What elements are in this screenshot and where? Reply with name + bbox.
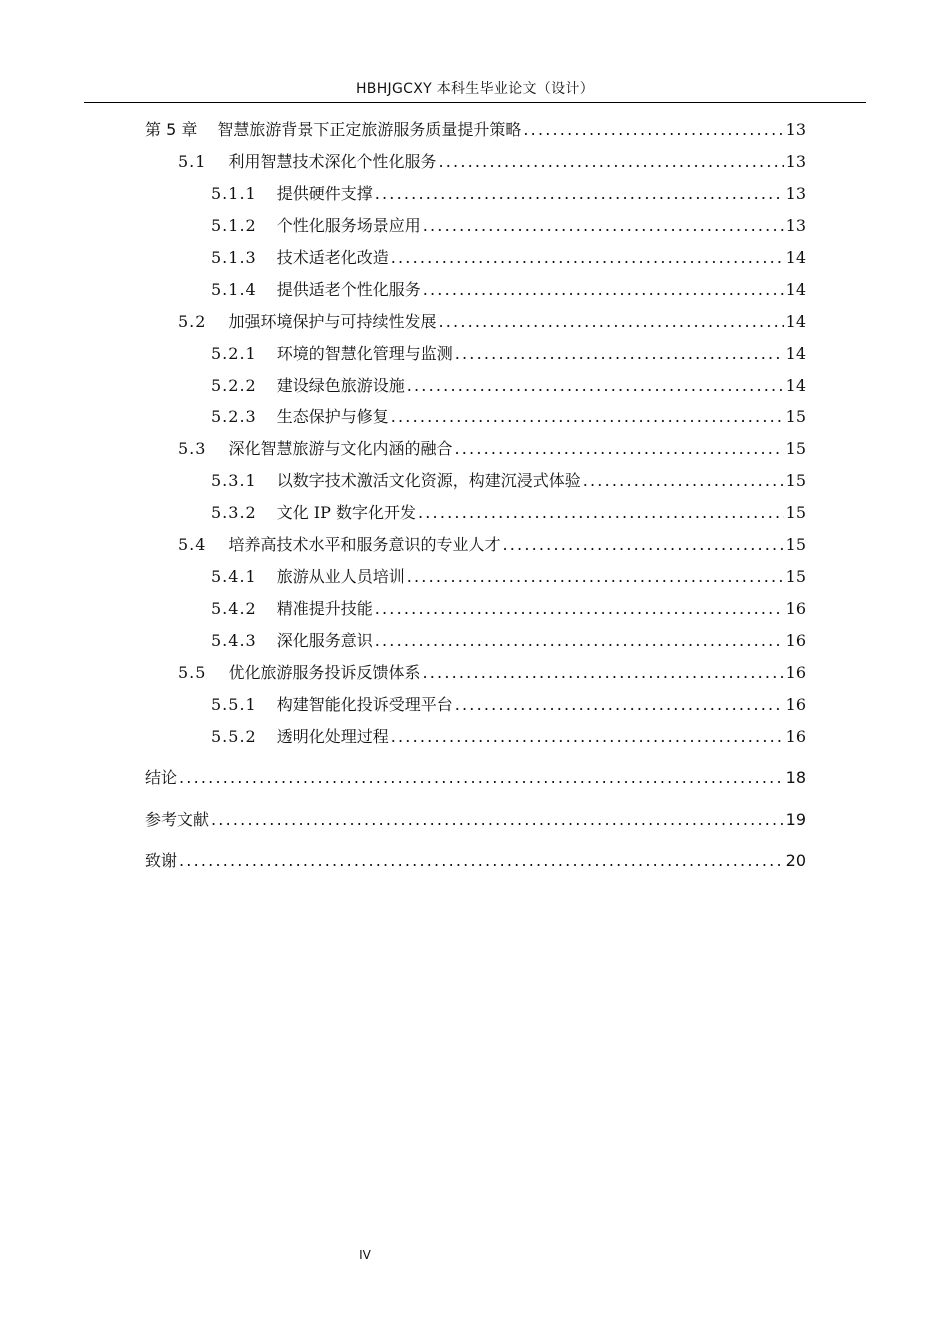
toc-dot-leader bbox=[455, 692, 784, 718]
toc-entry-page: 15 bbox=[785, 407, 806, 426]
toc-entry-page: 18 bbox=[785, 768, 806, 787]
toc-dot-leader bbox=[179, 765, 784, 791]
toc-entry-number: 5.1.3 bbox=[211, 248, 257, 267]
toc-entry-title: 参考文献 bbox=[145, 810, 210, 829]
toc-entry-5-4-3[interactable] bbox=[211, 628, 806, 654]
toc-entry-number: 5.4.1 bbox=[211, 567, 257, 586]
toc-dot-leader bbox=[438, 149, 783, 175]
toc-dot-leader bbox=[391, 724, 784, 750]
toc-dot-leader bbox=[583, 468, 784, 494]
toc-entry-5-2-1[interactable] bbox=[211, 341, 806, 367]
toc-dot-leader bbox=[391, 404, 784, 430]
toc-entry-5-3-2[interactable] bbox=[211, 500, 806, 526]
toc-entry-title: 个性化服务场景应用 bbox=[276, 216, 421, 235]
toc-entry-number: 5.1.2 bbox=[211, 216, 257, 235]
toc-entry-5-4-2[interactable] bbox=[211, 596, 806, 622]
toc-entry-5-2-3[interactable] bbox=[211, 404, 806, 430]
toc-entry-page: 20 bbox=[785, 851, 806, 870]
toc-entry-number: 5.1.4 bbox=[211, 280, 257, 299]
toc-entry-title: 建设绿色旅游设施 bbox=[276, 376, 405, 395]
toc-entry-page: 15 bbox=[785, 567, 806, 586]
toc-entry-page: 15 bbox=[785, 471, 806, 490]
toc-dot-leader bbox=[418, 500, 784, 526]
toc-entry-references[interactable] bbox=[145, 807, 806, 833]
toc-entry-5-5-1[interactable] bbox=[211, 692, 806, 718]
toc-entry-5-4-1[interactable] bbox=[211, 564, 806, 590]
toc-entry-title: 文化 IP 数字化开发 bbox=[276, 503, 416, 522]
toc-dot-leader bbox=[455, 341, 784, 367]
toc-entry-title: 提供硬件支撑 bbox=[276, 184, 373, 203]
toc-entry-title: 提供适老个性化服务 bbox=[276, 280, 421, 299]
toc-entry-conclusion[interactable] bbox=[145, 765, 806, 791]
toc-entry-number: 5.3.1 bbox=[211, 471, 257, 490]
toc-dot-leader bbox=[523, 117, 783, 143]
toc-entry-page: 14 bbox=[785, 248, 806, 267]
toc-entry-acknowledgements[interactable] bbox=[145, 848, 806, 874]
toc-entry-5-3-1[interactable] bbox=[211, 468, 806, 494]
toc-dot-leader bbox=[502, 532, 783, 558]
toc-entry-title: 环境的智慧化管理与监测 bbox=[276, 344, 453, 363]
toc-entry-title: 深化智慧旅游与文化内涵的融合 bbox=[228, 439, 453, 458]
toc-entry-number: 5.2.2 bbox=[211, 376, 257, 395]
toc-entry-5-1-2[interactable] bbox=[211, 213, 806, 239]
toc-entry-page: 13 bbox=[785, 184, 806, 203]
toc-entry-number: 5.4 bbox=[178, 535, 207, 554]
toc-dot-leader bbox=[423, 213, 784, 239]
toc-entry-title: 结论 bbox=[145, 768, 178, 787]
toc-entry-number: 5.5.2 bbox=[211, 727, 257, 746]
toc-entry-page: 16 bbox=[785, 631, 806, 650]
toc-entry-title: 利用智慧技术深化个性化服务 bbox=[228, 152, 437, 171]
toc-entry-number: 第 5 章 bbox=[145, 120, 198, 139]
toc-dot-leader bbox=[422, 660, 783, 686]
toc-entry-title: 旅游从业人员培训 bbox=[276, 567, 405, 586]
toc-dot-leader bbox=[407, 564, 784, 590]
toc-entry-number: 5.1 bbox=[178, 152, 207, 171]
toc-entry-title: 生态保护与修复 bbox=[276, 407, 389, 426]
toc-entry-5-5-2[interactable] bbox=[211, 724, 806, 750]
toc-entry-page: 15 bbox=[785, 439, 806, 458]
header-divider bbox=[84, 102, 866, 103]
toc-entry-5-1-4[interactable] bbox=[211, 277, 806, 303]
toc-dot-leader bbox=[375, 628, 784, 654]
toc-entry-5-1-3[interactable] bbox=[211, 245, 806, 271]
toc-dot-leader bbox=[179, 848, 784, 874]
toc-entry-page: 19 bbox=[785, 810, 806, 829]
toc-entry-title: 以数字技术激活文化资源，构建沉浸式体验 bbox=[276, 471, 581, 490]
toc-dot-leader bbox=[375, 181, 784, 207]
toc-entry-5-1[interactable] bbox=[178, 149, 806, 175]
toc-entry-number: 5.5 bbox=[178, 663, 207, 682]
toc-entry-title: 智慧旅游背景下正定旅游服务质量提升策略 bbox=[217, 120, 522, 139]
toc-entry-page: 14 bbox=[785, 344, 806, 363]
toc-entry-page: 16 bbox=[785, 695, 806, 714]
toc-entry-number: 5.2 bbox=[178, 312, 207, 331]
toc-entry-5-4[interactable] bbox=[178, 532, 806, 558]
toc-entry-number: 5.2.3 bbox=[211, 407, 257, 426]
toc-entry-page: 16 bbox=[785, 599, 806, 618]
toc-entry-page: 13 bbox=[785, 216, 806, 235]
toc-dot-leader bbox=[423, 277, 784, 303]
toc-entry-title: 优化旅游服务投诉反馈体系 bbox=[228, 663, 421, 682]
toc-entry-number: 5.4.3 bbox=[211, 631, 257, 650]
toc-entry-5-1-1[interactable] bbox=[211, 181, 806, 207]
toc-dot-leader bbox=[211, 807, 784, 833]
toc-entry-title: 加强环境保护与可持续性发展 bbox=[228, 312, 437, 331]
page-header: HBHJGCXY 本科生毕业论文（设计） bbox=[355, 81, 594, 97]
toc-dot-leader bbox=[391, 245, 784, 271]
toc-entry-number: 5.5.1 bbox=[211, 695, 257, 714]
toc-entry-number: 5.2.1 bbox=[211, 344, 257, 363]
toc-entry-title: 培养高技术水平和服务意识的专业人才 bbox=[228, 535, 501, 554]
toc-dot-leader bbox=[375, 596, 784, 622]
toc-entry-title: 透明化处理过程 bbox=[276, 727, 389, 746]
toc-entry-chapter-5[interactable] bbox=[145, 117, 806, 143]
toc-entry-page: 13 bbox=[785, 152, 806, 171]
toc-entry-title: 精准提升技能 bbox=[276, 599, 373, 618]
toc-entry-page: 14 bbox=[785, 312, 806, 331]
toc-entry-number: 5.3 bbox=[178, 439, 207, 458]
toc-entry-title: 深化服务意识 bbox=[276, 631, 373, 650]
toc-entry-page: 13 bbox=[785, 120, 806, 139]
toc-entry-title: 致谢 bbox=[145, 851, 178, 870]
toc-entry-5-3[interactable] bbox=[178, 436, 806, 462]
toc-entry-page: 14 bbox=[785, 280, 806, 299]
toc-entry-title: 构建智能化投诉受理平台 bbox=[276, 695, 453, 714]
toc-entry-page: 16 bbox=[785, 727, 806, 746]
toc-entry-5-2-2[interactable] bbox=[211, 373, 806, 399]
toc-entry-page: 14 bbox=[785, 376, 806, 395]
toc-dot-leader bbox=[438, 309, 783, 335]
toc-entry-page: 16 bbox=[785, 663, 806, 682]
toc-dot-leader bbox=[454, 436, 783, 462]
toc-entry-title: 技术适老化改造 bbox=[276, 248, 389, 267]
toc-entry-page: 15 bbox=[785, 535, 806, 554]
toc-entry-5-2[interactable] bbox=[178, 309, 806, 335]
toc-entry-number: 5.1.1 bbox=[211, 184, 257, 203]
toc-entry-number: 5.4.2 bbox=[211, 599, 257, 618]
toc-entry-number: 5.3.2 bbox=[211, 503, 257, 522]
toc-dot-leader bbox=[407, 373, 784, 399]
page-number: IV bbox=[359, 1248, 371, 1262]
toc-entry-5-5[interactable] bbox=[178, 660, 806, 686]
toc-entry-page: 15 bbox=[785, 503, 806, 522]
